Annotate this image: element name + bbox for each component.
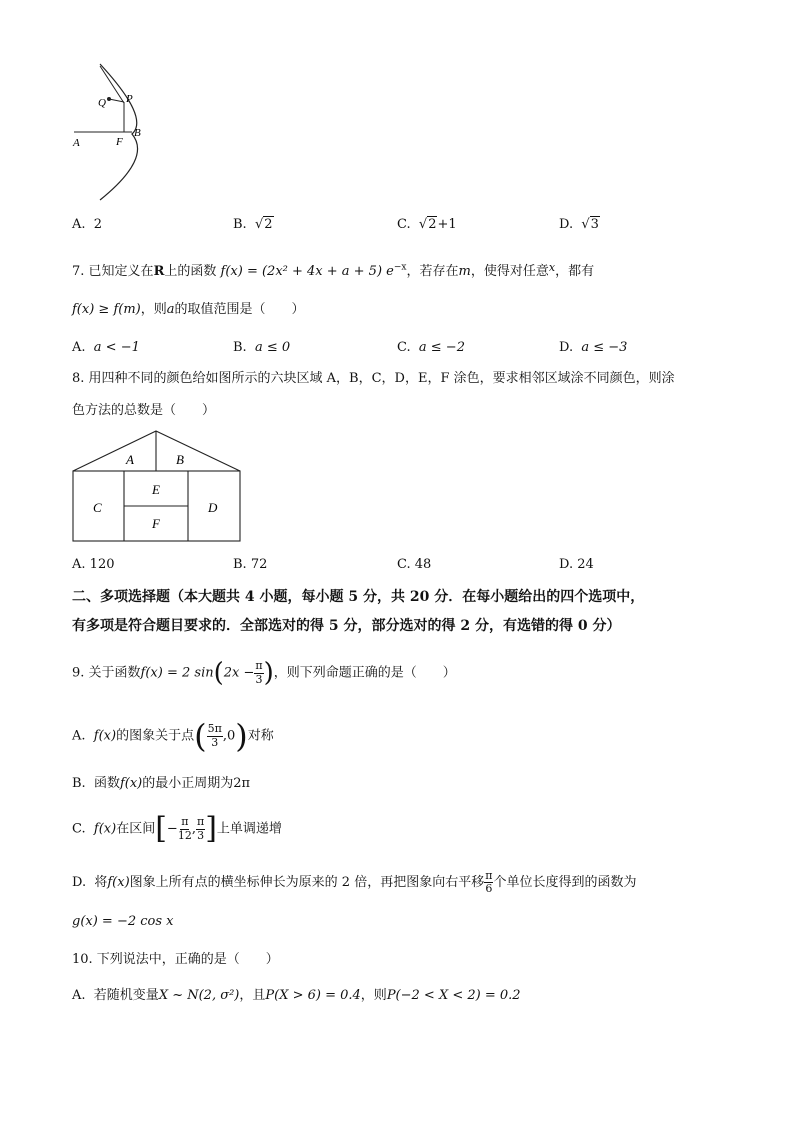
q8-option-d-text: 24	[577, 557, 594, 572]
q9-stem-post: ，则下列命题正确的是（ ）	[273, 665, 456, 681]
q9-option-c-d1: 12	[177, 828, 192, 842]
q9-option-d-fx: f(x)	[107, 875, 130, 890]
q7-var-a: a	[166, 302, 175, 317]
q7-line2-pre: ，则	[140, 302, 167, 317]
q9-option-c-frac1	[178, 816, 192, 841]
q10-option-a	[72, 989, 521, 1002]
q9-option-a-post: 对称	[247, 728, 274, 744]
q10-option-a-mid2: ，则	[360, 988, 387, 1003]
q7-line2-post: 的取值范围是（ ）	[174, 302, 305, 317]
q9-option-d-post: 个单位长度得到的函数为	[493, 875, 637, 890]
section2-heading-line2: 有多项是符合题目要求的．全部选对的得 5 分，部分选对的得 2 分，有选错的得 0 分）	[72, 618, 621, 634]
q9-option-b-pre: 函数	[93, 776, 120, 791]
q9-option-d-mid: 图象上所有点的横坐标伸长为原来的 2 倍，再把图象向右平移	[129, 875, 485, 890]
q7-text-post3: ，都有	[555, 264, 595, 279]
parabola-figure	[60, 58, 170, 208]
q9-option-d-result: g(x) = −2 cos x	[72, 914, 174, 929]
q7-text-mid: 上的函数	[164, 264, 217, 279]
q9-option-c-d2: 3	[197, 828, 205, 842]
q9-option-c-minus: −	[166, 821, 178, 837]
q6-option-b: B. √2	[233, 217, 273, 232]
q9-option-c-comma: ,	[191, 821, 196, 837]
q6-option-d: D. √3	[559, 217, 599, 232]
q9-option-c-frac2	[196, 816, 205, 841]
q8-option-d	[559, 558, 594, 571]
q9-option-c-n1: π	[181, 815, 189, 829]
q7-option-b-text: a ≤ 0	[254, 340, 291, 355]
q10-option-a-letter: A.	[72, 988, 86, 1003]
q7-var-x: x	[548, 261, 556, 274]
q9-frac-den: 3	[255, 672, 263, 686]
q9-option-c-post: 上单调递增	[216, 821, 282, 837]
q9-option-c: C. f(x)在区间[− $\frac{\pi}{12}$ , $\frac{\pi}{3}$ ]上单调递增	[72, 811, 282, 846]
q6-option-a	[72, 218, 102, 231]
q6-option-b-text: 2	[264, 217, 273, 232]
q6-option-c: C. √2+1	[397, 217, 457, 232]
q8-option-c-letter: C.	[397, 557, 411, 572]
q8-option-d-letter: D.	[559, 557, 574, 572]
q9-option-c-pre: 在区间	[116, 821, 156, 837]
q9-option-b-post: 的最小正周期为	[142, 776, 234, 791]
q9-option-b-fx: f(x)	[119, 776, 143, 791]
q6-option-a-text: 2	[93, 217, 103, 232]
q9-option-a: A. f(x)的图象关于点( $\frac{5\pi}{3}$ ,0)对称	[72, 717, 274, 755]
q9-option-a-zero: ,0	[222, 728, 236, 744]
label-a: A	[73, 137, 80, 149]
section2-heading-line1: 二、多项选择题（本大题共 4 小题，每小题 5 分，共 20 分．在每小题给出的四个选项中，	[72, 589, 645, 605]
q7-stem-line1	[72, 262, 594, 278]
q9-option-b	[72, 777, 250, 790]
q7-function: f(x) = (2x² + 4x + a + 5) e	[220, 264, 394, 279]
q10-option-a-p2: P(−2 < X < 2) = 0.2	[386, 988, 521, 1003]
q10-option-a-dist: X ~ N(2, σ²)	[158, 988, 240, 1003]
q7-option-a-text: a < −1	[93, 340, 140, 355]
label-q: Q	[98, 97, 106, 109]
q9-arg: 2x −	[223, 665, 255, 681]
q10-option-a-pre: 若随机变量	[93, 988, 159, 1003]
q8-option-a-text: 120	[89, 557, 115, 572]
q7-stem-line2	[72, 303, 305, 316]
q7-option-a	[72, 341, 140, 354]
q8-stem-line1: 8. 用四种不同的颜色给如图所示的六块区域 A，B，C，D，E，F 涂色，要求相邻区域涂不同颜色，则涂	[72, 371, 675, 386]
q7-option-b	[233, 341, 290, 354]
q9-frac-num: π	[255, 659, 263, 673]
region-figure	[72, 430, 244, 544]
q7-option-d-letter: D.	[559, 340, 574, 355]
q7-exponent: −x	[393, 262, 407, 273]
q9-function: f(x) = 2 sin	[140, 665, 214, 681]
q8-option-b-letter: B.	[233, 557, 247, 572]
q9-option-a-fx: f(x)	[93, 728, 117, 744]
q7-real-set: R	[153, 264, 165, 279]
q8-option-c	[397, 558, 431, 571]
q6-option-c-letter: C.	[397, 217, 411, 232]
q9-option-d-letter: D.	[72, 875, 87, 890]
q7-option-c-text: a ≤ −2	[418, 340, 465, 355]
q7-option-c	[397, 341, 465, 354]
q7-option-a-letter: A.	[72, 340, 86, 355]
q9-option-a-letter: A.	[72, 728, 86, 744]
region-e-label: E	[152, 482, 160, 497]
q9-option-a-den: 3	[211, 735, 219, 749]
label-f: F	[116, 136, 123, 148]
q7-inequality: f(x) ≥ f(m)	[72, 302, 141, 317]
q7-var-m: m	[458, 264, 471, 279]
region-b-label: B	[176, 452, 184, 467]
q9-option-a-num: 5π	[207, 722, 222, 736]
q6-option-b-letter: B.	[233, 217, 247, 232]
q8-option-a	[72, 558, 115, 571]
q9-option-a-pre: 的图象关于点	[116, 728, 195, 744]
q9-option-d-den: 6	[485, 882, 493, 895]
q9-option-d-num: π	[485, 868, 493, 882]
q7-text-post: ，若存在	[406, 264, 459, 279]
q9-option-b-val: 2π	[233, 776, 251, 791]
label-b: B	[134, 127, 141, 139]
q8-option-a-letter: A.	[72, 557, 86, 572]
q8-option-b-text: 72	[250, 557, 268, 572]
point-q	[107, 97, 111, 101]
q9-option-c-fx: f(x)	[93, 821, 117, 837]
q10-stem: 10. 下列说法中，正确的是（ ）	[72, 952, 279, 967]
q6-option-d-letter: D.	[559, 217, 574, 232]
q8-stem-line2: 色方法的总数是（ ）	[72, 403, 216, 418]
q7-number: 7.	[72, 264, 85, 279]
q9-option-b-letter: B.	[72, 776, 86, 791]
q7-text-post2: ，使得对任意	[470, 264, 549, 279]
q9-option-d-line1	[72, 868, 636, 898]
q7-option-c-letter: C.	[397, 340, 411, 355]
q7-option-d-text: a ≤ −3	[581, 340, 628, 355]
q10-option-a-p1: P(X > 6) = 0.4	[265, 988, 361, 1003]
q6-option-d-text: 3	[590, 217, 599, 232]
q7-option-d	[559, 341, 627, 354]
q7-option-b-letter: B.	[233, 340, 247, 355]
q6-option-c-text: 2	[428, 217, 437, 232]
q7-text-pre: 已知定义在	[88, 264, 154, 279]
q9-fraction	[254, 660, 263, 685]
region-f-label: F	[152, 516, 160, 531]
q9-option-c-letter: C.	[72, 821, 86, 837]
q10-option-a-mid: ，且	[239, 988, 266, 1003]
q9-option-c-n2: π	[196, 815, 205, 829]
q9-option-d-pre: 将	[94, 875, 108, 890]
label-p: P	[126, 93, 133, 105]
q8-option-b	[233, 558, 267, 571]
q9-stem-pre: 9. 关于函数	[72, 665, 141, 681]
region-c-label: C	[93, 500, 102, 515]
q8-option-c-text: 48	[414, 557, 432, 572]
q6-option-c-suffix: +1	[437, 217, 457, 232]
q6-option-a-letter: A.	[72, 217, 86, 232]
q9-option-a-fraction	[207, 723, 223, 748]
region-a-label: A	[126, 452, 134, 467]
region-d-label: D	[208, 500, 218, 515]
q9-stem: 9. 关于函数f(x) = 2 sin(2x − $\frac{\pi}{3}$ )，则下列命题正确的是（ ）	[72, 658, 456, 688]
